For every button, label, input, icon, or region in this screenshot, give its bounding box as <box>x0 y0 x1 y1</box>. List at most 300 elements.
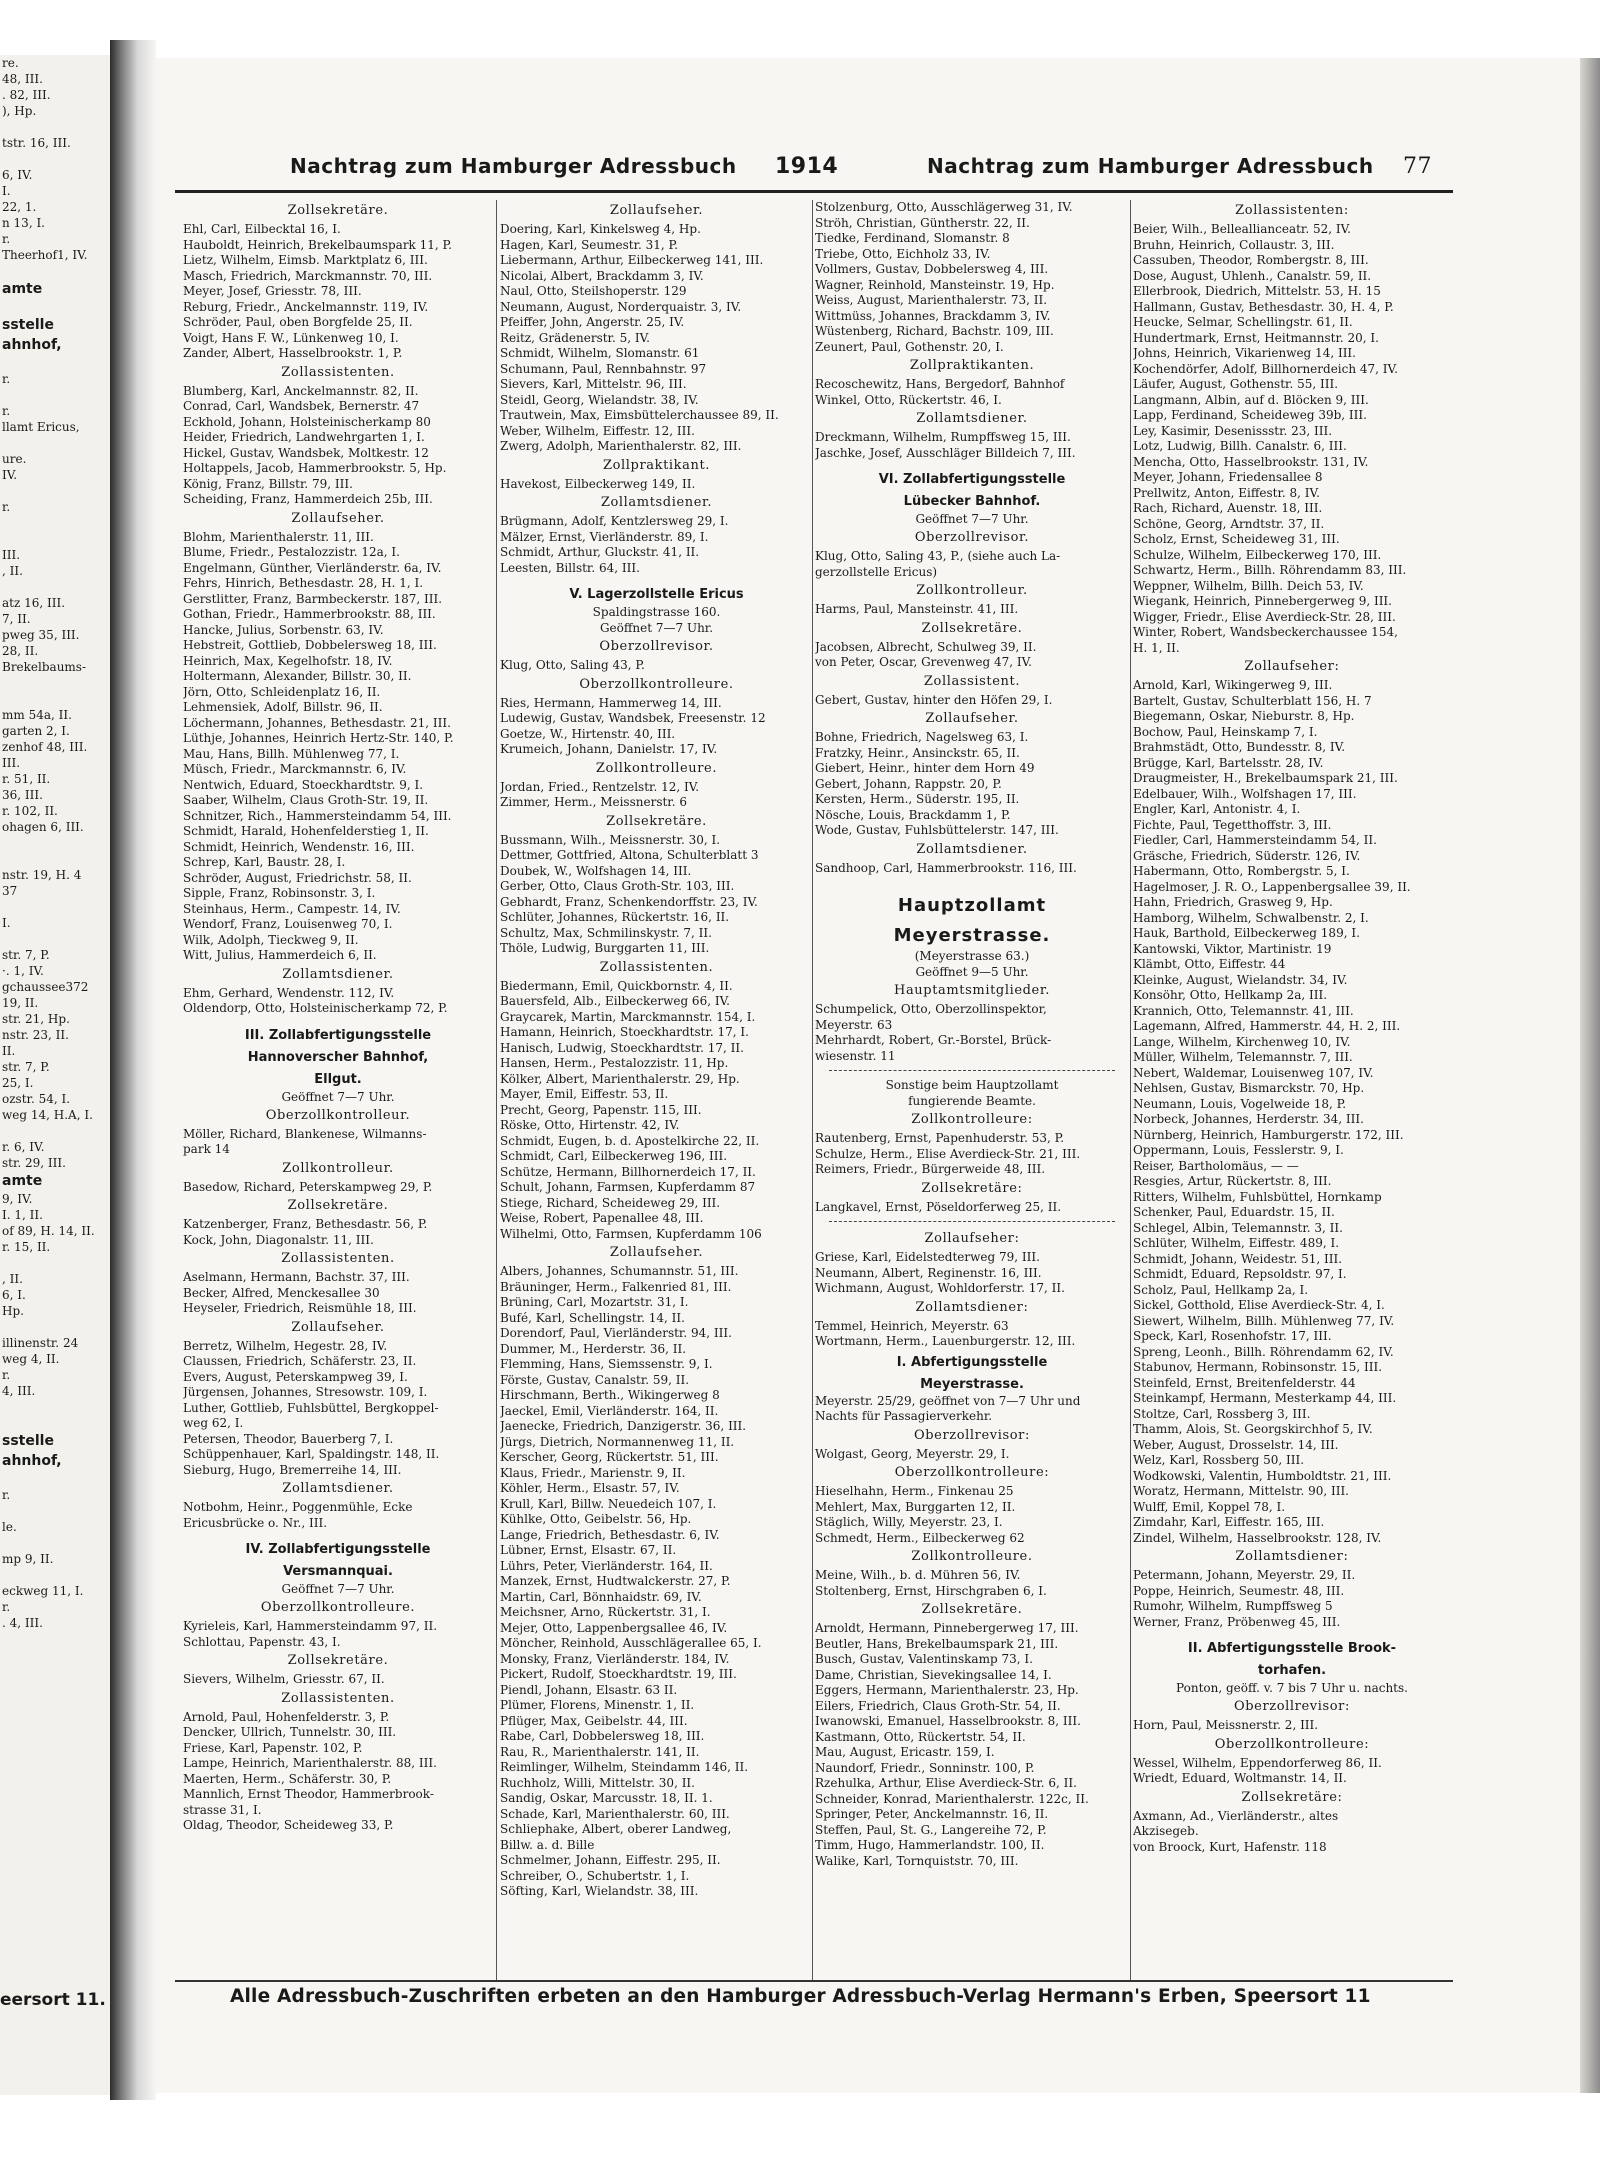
directory-entry: Petersen, Theodor, Bauerberg 7, I. <box>183 1431 394 1446</box>
section-heading: Zollamtsdiener. <box>916 841 1028 857</box>
section-heading: Zollsekretäre. <box>287 1198 389 1213</box>
directory-entry: Schmedt, Herm., Eilbeckerweg 62 <box>815 1530 1025 1545</box>
directory-entry: Wriedt, Eduard, Woltmanstr. 14, II. <box>1133 1771 1347 1785</box>
directory-entry: Zwerg, Adolph, Marienthalerstr. 82, III. <box>500 439 742 453</box>
section-heading: Zollsekretäre: <box>921 1180 1023 1196</box>
directory-entry: Luther, Gottlieb, Fuhlsbüttel, Bergkoppel- <box>183 1400 439 1415</box>
left-page-fragment <box>0 899 110 915</box>
directory-entry: Jürgensen, Johannes, Stresowstr. 109, I. <box>183 1385 428 1399</box>
directory-entry: Ludewig, Gustav, Wandsbek, Freesenstr. 12 <box>500 711 766 725</box>
directory-entry: Wilhelmi, Otto, Farmsen, Kupferdamm 106 <box>500 1226 762 1241</box>
section-heading: Zollassistenten. <box>599 959 714 975</box>
left-page-fragment: r. <box>2 1600 11 1614</box>
directory-entry: Blumberg, Karl, Anckelmannstr. 82, II. <box>183 383 419 398</box>
left-page-fragment <box>0 1399 110 1415</box>
directory-entry: Horn, Paul, Meissnerstr. 2, III. <box>1133 1718 1319 1732</box>
directory-entry: Schulze, Herm., Elise Averdieck-Str. 21, III. <box>815 1146 1081 1161</box>
left-page-fragment: r. <box>2 1368 11 1382</box>
directory-entry: Sandhoop, Carl, Hammerbrookstr. 116, III. <box>815 860 1077 875</box>
office-note: Geöffnet 9—5 Uhr. <box>915 965 1029 979</box>
left-page-fragment: I. <box>2 184 11 198</box>
left-page-fragment: ahnhof, <box>2 337 62 353</box>
directory-entry: Holtermann, Alexander, Billstr. 30, II. <box>183 669 412 683</box>
footer-rule <box>175 1980 1453 1982</box>
directory-entry: Poppe, Heinrich, Seumestr. 48, III. <box>1133 1583 1345 1598</box>
directory-entry: Hirschmann, Berth., Wikingerweg 8 <box>500 1388 720 1402</box>
directory-entry: Schmidt, Heinrich, Wendenstr. 16, III. <box>183 839 415 854</box>
directory-entry: Sieburg, Hugo, Bremerreihe 14, III. <box>183 1462 402 1477</box>
section-heading: Zollpraktikanten. <box>909 358 1035 373</box>
directory-entry: Möncher, Reinhold, Ausschlägerallee 65, I. <box>500 1636 762 1650</box>
directory-entry: Becker, Alfred, Menckesallee 30 <box>183 1285 380 1300</box>
directory-entry: Hansen, Herm., Pestalozzistr. 11, Hp. <box>500 1056 729 1070</box>
header-title-right: Nachtrag zum Hamburger Adressbuch <box>927 154 1374 178</box>
directory-entry: Dreckmann, Wilhelm, Rumpffsweg 15, III. <box>815 430 1071 444</box>
section-heading: Zollaufseher. <box>925 711 1019 726</box>
directory-entry: Schliephake, Albert, oberer Landweg, <box>500 1822 732 1836</box>
directory-entry: Thamm, Alois, St. Georgskirchhof 5, IV. <box>1133 1422 1373 1436</box>
section-heading: Zollkontrolleur. <box>282 1160 394 1176</box>
directory-entry: Brahmstädt, Otto, Bundesstr. 8, IV. <box>1133 740 1346 754</box>
directory-entry: Jürgs, Dietrich, Normannenweg 11, II. <box>500 1434 735 1449</box>
directory-entry: Eggers, Hermann, Marienthalerstr. 23, Hp. <box>815 1683 1079 1697</box>
left-page-fragment: llamt Ericus, <box>2 420 80 434</box>
directory-entry: Möller, Richard, Blankenese, Wilmanns- <box>183 1126 427 1141</box>
left-page-fragment: nstr. 23, II. <box>2 1028 69 1042</box>
directory-entry: Läufer, August, Gothenstr. 55, III. <box>1133 377 1339 391</box>
directory-entry: Springer, Peter, Anckelmannstr. 16, II. <box>815 1807 1049 1821</box>
directory-entry: Lampe, Heinrich, Marienthalerstr. 88, III. <box>183 1756 437 1770</box>
directory-entry: Weppner, Wilhelm, Billh. Deich 53, IV. <box>1133 578 1364 593</box>
left-page-fragment: 28, II. <box>2 644 39 658</box>
directory-entry: Lübner, Ernst, Elsastr. 67, II. <box>500 1543 677 1557</box>
directory-entry: Gebhardt, Franz, Schenkendorffstr. 23, IV. <box>500 894 758 909</box>
directory-entry: Claussen, Friedrich, Schäferstr. 23, II. <box>183 1354 417 1368</box>
section-heading: Oberzollrevisor. <box>599 639 714 654</box>
column-3 <box>815 200 1129 1980</box>
directory-entry: Mejer, Otto, Lappenbergsallee 46, IV. <box>500 1620 728 1635</box>
office-heading: Lübecker Bahnhof. <box>903 494 1041 509</box>
directory-entry: Biegemann, Oskar, Nieburstr. 8, Hp. <box>1133 709 1355 723</box>
publisher-footer: Alle Adressbuch-Zuschriften erbeten an den Hamburger Adressbuch-Verlag Hermann's Erben, Speersort 11 <box>230 1986 1371 2007</box>
directory-entry: Hamann, Heinrich, Stoeckhardtstr. 17, I. <box>500 1025 749 1039</box>
directory-entry: Goetze, W., Hirtenstr. 40, III. <box>500 726 676 741</box>
left-page-fragment: ure. <box>2 452 27 466</box>
office-note: Geöffnet 7—7 Uhr. <box>599 621 714 635</box>
left-page-fragment <box>0 1567 110 1583</box>
directory-entry: Schlüter, Wilhelm, Eiffestr. 489, I. <box>1133 1236 1340 1250</box>
left-page-fragment: 19, II. <box>2 996 39 1010</box>
section-heading: Zollassistenten. <box>281 1690 395 1706</box>
left-page-fragment: III. <box>2 756 21 770</box>
directory-entry: Rabe, Carl, Dobbelersweg 18, III. <box>500 1729 705 1743</box>
directory-entry: Schmidt, Wilhelm, Slomanstr. 61 <box>500 346 700 360</box>
section-heading: Oberzollrevisor. <box>914 530 1030 545</box>
office-heading: Versmannquai. <box>283 1564 393 1579</box>
section-heading: Zollamtsdiener. <box>916 411 1028 426</box>
directory-entry: Kochendörfer, Adolf, Billhornerdeich 47, IV. <box>1133 361 1398 376</box>
left-page-fragment <box>0 835 110 851</box>
directory-entry: Gräsche, Friedrich, Süderstr. 126, IV. <box>1133 848 1361 863</box>
directory-entry: Zimmer, Herm., Meissnerstr. 6 <box>500 795 687 809</box>
directory-entry: Speck, Karl, Rosenhofstr. 17, III. <box>1133 1329 1332 1343</box>
directory-entry: Wulff, Emil, Koppel 78, I. <box>1133 1499 1286 1514</box>
office-heading: Hannoverscher Bahnhof, <box>247 1049 429 1065</box>
directory-entry: Mälzer, Ernst, Vierländerstr. 89, I. <box>500 529 709 544</box>
office-note: Spaldingstrasse 160. <box>592 605 721 619</box>
directory-entry: Klämbt, Otto, Eiffestr. 44 <box>1133 957 1286 971</box>
directory-entry: Eckhold, Johann, Holsteinischerkamp 80 <box>183 414 431 429</box>
directory-entry: Vollmers, Gustav, Dobbelersweg 4, III. <box>815 262 1049 276</box>
directory-entry: Doubek, W., Wolfshagen 14, III. <box>500 863 692 878</box>
left-page-fragment: 36, III. <box>2 788 43 802</box>
left-page-fragment: 4, III. <box>2 1384 36 1398</box>
directory-entry: Ritters, Wilhelm, Fuhlsbüttel, Hornkamp <box>1133 1189 1382 1204</box>
directory-entry: Nachts für Passagierverkehr. <box>815 1409 993 1423</box>
left-page-fragment: amte <box>2 281 43 297</box>
directory-entry: Stabunov, Hermann, Robinsonstr. 15, III. <box>1133 1360 1383 1374</box>
directory-entry: Iwanowski, Emanuel, Hasselbrookstr. 8, III. <box>815 1714 1081 1728</box>
directory-entry: Petermann, Johann, Meyerstr. 29, II. <box>1133 1568 1356 1582</box>
directory-entry: Langkavel, Ernst, Pöseldorferweg 25, II. <box>815 1199 1062 1214</box>
left-page-fragment <box>0 263 110 279</box>
left-page-fragment <box>0 387 110 403</box>
header-title-left: Nachtrag zum Hamburger Adressbuch <box>290 154 737 178</box>
section-heading: Zollamtsdiener: <box>915 1299 1029 1315</box>
directory-entry: Schumpelick, Otto, Oberzollinspektor, <box>815 1002 1047 1016</box>
directory-entry: Oldendorp, Otto, Holsteinischerkamp 72, P. <box>183 1001 448 1015</box>
left-page-fragment <box>0 1503 110 1519</box>
directory-entry: Prellwitz, Anton, Eiffestr. 8, IV. <box>1133 485 1320 500</box>
directory-entry: Kyrieleis, Karl, Hammersteindamm 97, II. <box>183 1619 438 1633</box>
left-page-fragment <box>0 1319 110 1335</box>
directory-entry: Brüning, Carl, Mozartstr. 31, I. <box>500 1295 689 1309</box>
section-heading: Oberzollrevisor: <box>1234 1699 1350 1714</box>
section-heading: Zollkontrolleure: <box>911 1112 1033 1127</box>
directory-entry: Lagemann, Alfred, Hammerstr. 44, H. 2, III. <box>1133 1019 1401 1033</box>
directory-entry: Friese, Karl, Papenstr. 102, P. <box>183 1740 363 1755</box>
left-page-fragment: r. <box>2 372 11 386</box>
section-heading: Oberzollkontrolleur. <box>265 1107 411 1123</box>
directory-entry: Nürnberg, Heinrich, Hamburgerstr. 172, III. <box>1133 1127 1404 1142</box>
directory-entry: Katzenberger, Franz, Bethesdastr. 56, P. <box>183 1217 428 1231</box>
directory-entry: Spreng, Leonh., Billh. Röhrendamm 62, IV. <box>1133 1344 1394 1359</box>
section-heading: Zollsekretäre. <box>606 813 707 829</box>
left-page-fragment: re. <box>2 56 19 70</box>
directory-entry: Zindel, Wilhelm, Hasselbrookstr. 128, IV. <box>1133 1530 1382 1545</box>
left-page-fragment: tstr. 16, III. <box>2 136 71 150</box>
directory-entry: Arnoldt, Hermann, Pinnebergerweg 17, III. <box>815 1621 1079 1635</box>
directory-entry: Fiedler, Carl, Hammersteindamm 54, II. <box>1133 833 1377 847</box>
directory-entry: Steffen, Paul, St. G., Langereihe 72, P. <box>815 1822 1047 1837</box>
directory-entry: Löchermann, Johannes, Bethesdastr. 21, III. <box>183 715 451 730</box>
directory-entry: Monsky, Franz, Vierländerstr. 184, IV. <box>500 1651 730 1666</box>
directory-entry: Hauboldt, Heinrich, Brekelbaumspark 11, P. <box>183 237 452 252</box>
left-page-fragment <box>0 1123 110 1139</box>
left-page-fragment: r. 6, IV. <box>2 1140 45 1154</box>
office-note: fungierende Beamte. <box>908 1094 1036 1108</box>
directory-entry: Kersten, Herm., Süderstr. 195, II. <box>815 792 1020 806</box>
section-heading: Zollsekretäre. <box>287 1653 389 1668</box>
directory-entry: Engelmann, Günther, Vierländerstr. 6a, IV. <box>183 560 442 575</box>
directory-entry: Neumann, Louis, Vogelweide 18, P. <box>1133 1096 1347 1111</box>
directory-entry: Triebe, Otto, Eichholz 33, IV. <box>815 246 991 261</box>
left-page-fragment: r. 102, II. <box>2 804 58 818</box>
directory-entry: Wendorf, Franz, Louisenweg 70, I. <box>183 917 393 931</box>
directory-entry: Dummer, M., Herderstr. 36, II. <box>500 1341 687 1356</box>
section-heading: Zollkontrolleur. <box>916 583 1028 598</box>
directory-entry: Beutler, Hans, Brekelbaumspark 21, III. <box>815 1636 1059 1651</box>
directory-entry: Graycarek, Martin, Marckmannstr. 154, I. <box>500 1009 756 1024</box>
directory-entry: Rau, R., Marienthalerstr. 141, II. <box>500 1744 700 1759</box>
directory-entry: Konsöhr, Otto, Hellkamp 2a, III. <box>1133 988 1328 1002</box>
directory-entry: Schult, Johann, Farmsen, Kupferdamm 87 <box>500 1180 756 1194</box>
column-2 <box>500 200 813 1980</box>
directory-entry: Flemming, Hans, Siemssenstr. 9, I. <box>500 1357 713 1371</box>
directory-entry: Evers, August, Peterskampweg 39, I. <box>183 1369 408 1384</box>
directory-entry: Oppermann, Louis, Fesslerstr. 9, I. <box>1133 1143 1344 1157</box>
section-heading: Zollaufseher. <box>291 1319 385 1335</box>
header-rule <box>175 190 1453 193</box>
directory-entry: Nehlsen, Gustav, Bismarckstr. 70, Hp. <box>1133 1081 1365 1095</box>
left-page-fragment: atz 16, III. <box>2 596 66 610</box>
directory-entry: Ries, Hermann, Hammerweg 14, III. <box>500 695 722 710</box>
left-page-fragment: of 89, H. 14, II. <box>2 1224 95 1238</box>
directory-entry: Wolgast, Georg, Meyerstr. 29, I. <box>815 1446 1010 1461</box>
directory-entry: Pickert, Rudolf, Stoeckhardtstr. 19, III. <box>500 1667 737 1681</box>
directory-entry: Stiege, Richard, Scheideweg 29, III. <box>500 1195 721 1210</box>
spacer <box>500 576 813 582</box>
directory-entry: Kock, John, Diagonalstr. 11, III. <box>183 1232 374 1247</box>
directory-entry: Wüstenberg, Richard, Bachstr. 109, III. <box>815 324 1054 338</box>
directory-entry: Hebstreit, Gottlieb, Dobbelersweg 18, III. <box>183 638 437 652</box>
directory-entry: Schumann, Paul, Rennbahnstr. 97 <box>500 361 707 376</box>
directory-entry: Griese, Karl, Eidelstedterweg 79, III. <box>815 1250 1040 1264</box>
office-heading: Meyerstrasse. <box>920 1376 1024 1392</box>
directory-entry: Voigt, Hans F. W., Lünkenweg 10, I. <box>183 330 399 345</box>
header-year: 1914 <box>775 154 839 179</box>
left-page-fragment: illinenstr. 24 <box>2 1336 79 1350</box>
directory-entry: Ströh, Christian, Güntherstr. 22, II. <box>815 215 1030 230</box>
left-page-fragment: I. <box>2 916 11 930</box>
directory-entry: Hallmann, Gustav, Bethesdastr. 30, H. 4, P. <box>1133 299 1394 314</box>
directory-entry: Lapp, Ferdinand, Scheideweg 39b, III. <box>1133 408 1367 422</box>
directory-entry: Weber, August, Drosselstr. 14, III. <box>1133 1437 1339 1452</box>
directory-entry: Bussmann, Wilh., Meissnerstr. 30, I. <box>500 832 721 847</box>
left-page-fragment <box>0 931 110 947</box>
directory-entry: Stäglich, Willy, Meyerstr. 23, I. <box>815 1515 1003 1529</box>
left-page-fragment: Theerhof1, IV. <box>2 248 88 262</box>
directory-entry: Engler, Karl, Antonistr. 4, I. <box>1133 802 1301 816</box>
directory-entry: H. 1, II. <box>1133 640 1180 655</box>
directory-entry: Mencha, Otto, Hasselbrookstr. 131, IV. <box>1133 454 1369 469</box>
directory-entry: Wittmüss, Johannes, Brackdamm 3, IV. <box>815 308 1051 323</box>
directory-entry: Conrad, Carl, Wandsbek, Bernerstr. 47 <box>183 399 420 413</box>
section-heading: Zollamtsdiener. <box>600 495 713 510</box>
left-page-fragment: , II. <box>2 1272 23 1286</box>
directory-entry: Wode, Gustav, Fuhlsbüttelerstr. 147, III. <box>815 823 1059 837</box>
directory-entry: Heinrich, Max, Kegelhofstr. 18, IV. <box>183 653 393 668</box>
left-page-fragment: 6, IV. <box>2 168 33 182</box>
directory-entry: Reimlinger, Wilhelm, Steindamm 146, II. <box>500 1760 749 1774</box>
directory-entry: Kühlke, Otto, Geibelstr. 56, Hp. <box>500 1512 692 1526</box>
section-heading: Hauptamtsmitglieder. <box>894 983 1050 998</box>
directory-entry: Bohne, Friedrich, Nagelsweg 63, I. <box>815 730 1029 744</box>
left-page-fragment <box>0 1535 110 1551</box>
directory-entry: Hanisch, Ludwig, Stoeckhardtstr. 17, II. <box>500 1040 744 1055</box>
directory-entry: Bufé, Karl, Schellingstr. 14, II. <box>500 1310 685 1325</box>
left-page-fragment: weg 14, H.A, I. <box>2 1108 93 1122</box>
section-heading: Zollaufseher. <box>609 203 704 218</box>
office-heading: VI. Zollabfertigungsstelle <box>878 472 1066 487</box>
left-page-fragment: str. 21, Hp. <box>2 1012 70 1026</box>
directory-entry: Schwartz, Herm., Billh. Röhrendamm 83, III. <box>1133 563 1407 577</box>
directory-entry: Schmidt, Harald, Hohenfelderstieg 1, II. <box>183 824 429 838</box>
directory-entry: Winter, Robert, Wandsbeckerchaussee 154, <box>1133 625 1398 639</box>
directory-entry: Naul, Otto, Steilshoperstr. 129 <box>500 284 687 298</box>
left-page-fragment <box>0 851 110 867</box>
main-office-heading: Hauptzollamt <box>897 895 1047 916</box>
directory-entry: Blume, Friedr., Pestalozzistr. 12a, I. <box>183 545 400 559</box>
office-note: Geöffnet 7—7 Uhr. <box>281 1582 395 1596</box>
directory-entry: Schröder, August, Friedrichstr. 58, II. <box>183 870 412 885</box>
left-page-fragment: I. 1, II. <box>2 1208 43 1222</box>
office-note: Geöffnet 7—7 Uhr. <box>281 1089 395 1104</box>
directory-entry: Reburg, Friedr., Anckelmannstr. 119, IV. <box>183 299 429 314</box>
left-page-fragment: r. <box>2 1488 11 1502</box>
office-note: Geöffnet 7—7 Uhr. <box>915 512 1029 526</box>
left-page-fragment: III. <box>2 548 21 562</box>
section-heading: Oberzollkontrolleure. <box>579 676 734 692</box>
left-page-fragment: Brekelbaums- <box>2 660 87 674</box>
directory-entry: Neumann, Albert, Reginenstr. 16, III. <box>815 1265 1042 1280</box>
directory-entry: Gerstlitter, Franz, Barmbeckerstr. 187, III. <box>183 591 443 606</box>
directory-entry: Rautenberg, Ernst, Papenhuderstr. 53, P. <box>815 1131 1065 1145</box>
section-heading: Zollkontrolleure. <box>911 1549 1033 1564</box>
office-heading: I. Abfertigungsstelle <box>896 1354 1048 1370</box>
directory-entry: Hauk, Barthold, Eilbeckerweg 189, I. <box>1133 926 1360 940</box>
directory-entry: Berretz, Wilhelm, Hegestr. 28, IV. <box>183 1338 388 1353</box>
left-page-fragment <box>0 483 110 499</box>
directory-entry: Schmidt, Arthur, Gluckstr. 41, II. <box>500 545 700 559</box>
directory-entry: Weise, Robert, Papenallee 48, III. <box>500 1211 704 1225</box>
section-heading: Oberzollrevisor: <box>914 1427 1030 1443</box>
directory-entry: Bruhn, Heinrich, Collaustr. 3, III. <box>1133 237 1335 252</box>
directory-entry: Habermann, Otto, Rombergstr. 5, I. <box>1133 864 1350 878</box>
directory-entry: Heyseler, Friedrich, Reismühle 18, III. <box>183 1301 417 1315</box>
directory-entry: Busch, Gustav, Valentinskamp 73, I. <box>815 1652 1033 1666</box>
directory-entry: Schade, Karl, Marienthalerstr. 60, III. <box>500 1806 730 1821</box>
directory-entry: Trautwein, Max, Eimsbüttelerchaussee 89, II. <box>500 408 779 422</box>
directory-entry: Axmann, Ad., Vierländerstr., altes <box>1133 1808 1339 1823</box>
office-heading: IV. Zollabfertigungsstelle <box>245 1542 431 1557</box>
spacer <box>815 461 1129 467</box>
directory-entry: Edelbauer, Wilh., Wolfshagen 17, III. <box>1133 786 1357 801</box>
directory-entry: Schlüter, Johannes, Rückertstr. 16, II. <box>500 910 730 924</box>
main-office-heading: Meyerstrasse. <box>893 925 1051 946</box>
left-page-fragment <box>0 119 110 135</box>
separator-rule <box>829 1221 1115 1222</box>
directory-entry: Schmidt, Eduard, Repsoldstr. 97, I. <box>1133 1267 1347 1281</box>
directory-entry: Ellerbrook, Diedrich, Mittelstr. 53, H. 15 <box>1133 284 1381 298</box>
directory-entry: Mau, Hans, Billh. Mühlenweg 77, I. <box>183 746 400 761</box>
directory-entry: Lange, Friedrich, Bethesdastr. 6, IV. <box>500 1527 720 1542</box>
directory-entry: Müsch, Friedr., Marckmannstr. 6, IV. <box>183 762 407 776</box>
directory-entry: Havekost, Eilbeckerweg 149, II. <box>500 476 696 491</box>
left-page-fragment <box>0 435 110 451</box>
left-page-fragment: amte <box>2 1173 43 1189</box>
directory-entry: Sievers, Wilhelm, Griesstr. 67, II. <box>183 1672 385 1686</box>
spacer <box>183 1531 493 1537</box>
left-page-fragment: 25, I. <box>2 1076 34 1090</box>
directory-entry: Masch, Friedrich, Marckmannstr. 70, III. <box>183 268 433 283</box>
directory-entry: Hamborg, Wilhelm, Schwalbenstr. 2, I. <box>1133 910 1369 925</box>
left-page-fragment <box>0 1255 110 1271</box>
spacer <box>815 882 1129 888</box>
directory-entry: Biedermann, Emil, Quickbornstr. 4, II. <box>500 978 733 993</box>
directory-entry: Welz, Karl, Rossberg 50, III. <box>1133 1453 1305 1467</box>
left-page-fragment: r. 51, II. <box>2 772 51 786</box>
directory-entry: Sipple, Franz, Robinsonstr. 3, I. <box>183 886 376 900</box>
section-heading: Oberzollkontrolleure: <box>894 1465 1050 1480</box>
right-page-edge <box>1580 58 1600 2093</box>
directory-entry: Gerber, Otto, Claus Groth-Str. 103, III. <box>500 879 735 893</box>
directory-entry: Mehrhardt, Robert, Gr.-Borstel, Brück- <box>815 1033 1052 1047</box>
directory-entry: Rzehulka, Arthur, Elise Averdieck-Str. 6, II. <box>815 1776 1077 1790</box>
left-page-fragment <box>0 355 110 371</box>
directory-entry: Hahn, Friedrich, Grasweg 9, Hp. <box>1133 895 1333 909</box>
directory-entry: Dame, Christian, Sievekingsallee 14, I. <box>815 1667 1052 1682</box>
column-divider <box>812 200 813 1980</box>
directory-entry: Schrep, Karl, Baustr. 28, I. <box>183 855 346 869</box>
directory-entry: Zimdahr, Karl, Eiffestr. 165, III. <box>1133 1515 1325 1529</box>
section-heading: Zollsekretäre. <box>921 620 1023 636</box>
section-heading: Zollassistenten: <box>1235 203 1349 218</box>
section-heading: Oberzollkontrolleure: <box>1214 1736 1370 1752</box>
left-page-fragment: ), Hp. <box>2 104 37 118</box>
directory-entry: park 14 <box>183 1142 230 1156</box>
directory-entry: Nicolai, Albert, Brackdamm 3, IV. <box>500 268 704 283</box>
left-page-fragment <box>0 151 110 167</box>
directory-entry: strasse 31, I. <box>183 1802 262 1817</box>
directory-entry: Cassuben, Theodor, Rombergstr. 8, III. <box>1133 253 1369 267</box>
left-page-fragment: Hp. <box>2 1304 24 1318</box>
directory-entry: Ehl, Carl, Eilbecktal 16, I. <box>183 222 341 236</box>
directory-entry: Nösche, Louis, Brackdamm 1, P. <box>815 807 1011 822</box>
directory-entry: Zander, Albert, Hasselbrookstr. 1, P. <box>183 346 403 360</box>
directory-entry: Meyerstr. 63 <box>815 1017 893 1032</box>
directory-entry: Schlegel, Albin, Telemannstr. 3, II. <box>1133 1220 1343 1235</box>
directory-entry: Rach, Richard, Auenstr. 18, III. <box>1133 501 1323 515</box>
left-page-fragment <box>0 579 110 595</box>
directory-entry: Wiegank, Heinrich, Pinnebergerweg 9, III. <box>1133 594 1392 608</box>
directory-entry: Meine, Wilh., b. d. Mühren 56, IV. <box>815 1568 1021 1582</box>
left-page-fragment: gchaussee372 <box>2 980 89 994</box>
page-number: 77 <box>1403 154 1432 179</box>
directory-entry: Plümer, Florens, Minenstr. 1, II. <box>500 1698 695 1712</box>
directory-entry: Pflüger, Max, Geibelstr. 44, III. <box>500 1713 688 1728</box>
directory-entry: Meyer, Josef, Griesstr. 78, III. <box>183 284 362 298</box>
directory-entry: Lotz, Ludwig, Billh. Canalstr. 6, III. <box>1133 439 1347 453</box>
directory-entry: Mehlert, Max, Burggarten 12, II. <box>815 1499 1016 1514</box>
directory-entry: Schmelmer, Johann, Eiffestr. 295, II. <box>500 1853 721 1867</box>
left-page-fragment <box>0 531 110 547</box>
left-page-fragment: sstelle <box>2 317 54 333</box>
directory-entry: Sievers, Karl, Mittelstr. 96, III. <box>500 377 687 391</box>
left-page-fragment: . 82, III. <box>2 88 51 102</box>
directory-entry: Stoltenberg, Ernst, Hirschgraben 6, I. <box>815 1583 1047 1598</box>
directory-entry: Draugmeister, H., Brekelbaumspark 21, III. <box>1133 771 1398 785</box>
